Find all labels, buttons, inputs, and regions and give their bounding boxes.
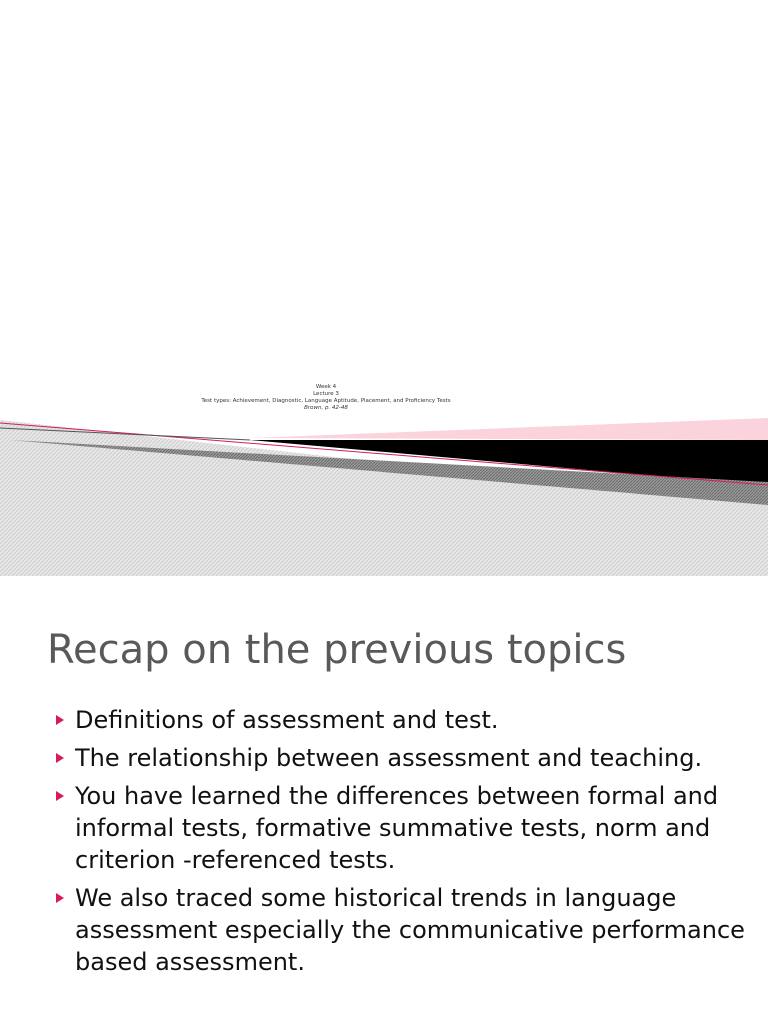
title-text-block bbox=[0, 384, 652, 412]
list-item bbox=[48, 704, 748, 736]
triangle-bullet-icon bbox=[56, 715, 64, 725]
bullet-list bbox=[48, 704, 748, 984]
pink-wedge-shape bbox=[250, 418, 768, 440]
bullet-text: The relationship between assessment and teaching. bbox=[75, 744, 703, 772]
reference-label: Brown, p. 42-48 bbox=[304, 405, 348, 411]
week-label: Week 4 bbox=[315, 384, 337, 390]
list-item bbox=[48, 780, 748, 876]
list-item bbox=[48, 882, 748, 978]
bullet-text: You have learned the differences between formal and informal tests, formative summative tests, norm and criterion -referenced tests. bbox=[75, 782, 719, 874]
bullet-text: Definitions of assessment and test. bbox=[75, 706, 499, 734]
triangle-bullet-icon bbox=[56, 791, 64, 801]
slide-title: Recap on the previous topics bbox=[47, 627, 627, 673]
lecture-label: Lecture 3 bbox=[313, 391, 339, 397]
triangle-bullet-icon bbox=[56, 753, 64, 763]
triangle-bullet-icon bbox=[56, 893, 64, 903]
list-item bbox=[48, 742, 748, 774]
topic-label: Test types: Achievement, Diagnostic, Language Aptitude, Placement, and Proficiency Tests bbox=[201, 398, 451, 404]
bullet-text: We also traced some historical trends in language assessment especially the communicative performance based assessment. bbox=[75, 884, 745, 976]
